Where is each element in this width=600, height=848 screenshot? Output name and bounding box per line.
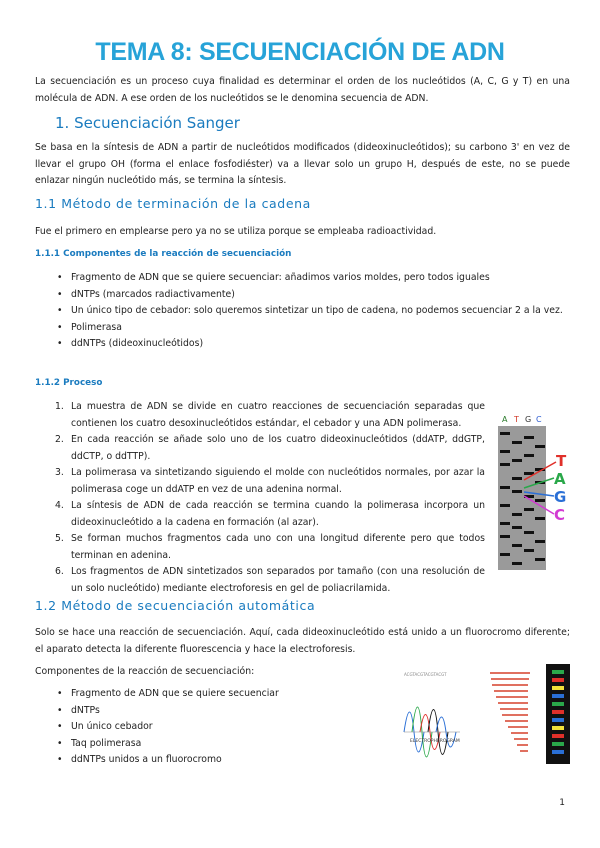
list-item: 3. La polimerasa va sintetizando siguiendo el molde con nucleótidos normales, por azar la polimerasa coge un ddATP en vez de una adenina normal. (55, 467, 485, 495)
list-item: • dNTPs (marcados radiactivamente) (35, 287, 570, 304)
list-item: • Taq polimerasa (35, 736, 395, 753)
base-label: G (554, 488, 567, 506)
page-title: TEMA 8: SECUENCIACIÓN DE ADN (95, 38, 505, 66)
intro-paragraph: La secuenciación es un proceso cuya finalidad es determinar el orden de los nucleótidos (A, C, G y T) en una molécula de ADN. A ese orden de los nucleótidos se le denomina secuencia de ADN. (35, 76, 570, 104)
list-item: • Polimerasa (35, 320, 570, 337)
fragment-ladder (490, 672, 530, 752)
electropherogram-label: ELECTROPHEROGRAM (410, 739, 460, 744)
process-steps-list (35, 399, 485, 597)
gel-lane-label: T (514, 415, 519, 424)
list-item: 5. Se forman muchos fragmentos cada uno con una longitud diferente pero que todos terminan en adenina. (55, 533, 485, 561)
page-number: 1 (559, 798, 565, 808)
list-item: 4. La síntesis de ADN de cada reacción se termina cuando la polimerasa incorpora un dideoxinucleótido a la cadena en formación (al azar). (55, 500, 485, 528)
components-list-1 (35, 270, 570, 353)
section-1-heading: 1. Secuenciación Sanger (55, 114, 240, 132)
section-1-2-paragraph: Solo se hace una reacción de secuenciación. Aquí, cada dideoxinucleótido está unido a un fluorocromo diferente; el aparato detecta la diferente fluorescencia y hace la electroforesis. (35, 627, 570, 655)
components-list-2 (35, 686, 395, 769)
gel-lane-label: G (525, 415, 532, 424)
list-item: 6. Los fragmentos de ADN sintetizados son separados por tamaño (con una resolución de un solo nucleótido) mediante electroforesis en gel de poliacrilamida. (55, 566, 485, 594)
section-1-1-1-heading: 1.1.1 Componentes de la reacción de secuenciación (35, 249, 292, 259)
base-label: T (556, 452, 567, 470)
base-label: A (554, 470, 566, 488)
gel-lane-label: A (502, 415, 508, 424)
section-1-paragraph: Se basa en la síntesis de ADN a partir de nucleótidos modificados (dideoxinucleótidos); su carbono 3' en vez de llevar el grupo OH (forma el enlace fosfodiéster) va a llevar solo un grupo H, después de este, no se puede enlazar ningún nucleótido más, se termina la síntesis. (35, 142, 570, 186)
list-item: • ddNTPs unidos a un fluorocromo (35, 752, 395, 769)
section-1-1-paragraph: Fue el primero en emplearse pero ya no se utiliza porque se empleaba radioactividad. (35, 226, 437, 237)
automated-sequencing-figure (400, 662, 578, 766)
list-item: • Un único cebador (35, 719, 395, 736)
components-label: Componentes de la reacción de secuenciación: (35, 666, 255, 677)
list-item: • dNTPs (35, 703, 395, 720)
list-item: 2. En cada reacción se añade solo uno de los cuatro dideoxinucleótidos (ddATP, ddGTP, ddCTP, o ddTTP). (55, 434, 485, 462)
list-item: • Fragmento de ADN que se quiere secuenciar (35, 686, 395, 703)
base-label: C (554, 506, 566, 524)
list-item: 1. La muestra de ADN se divide en cuatro reacciones de secuenciación separadas que contienen los cuatro desoxinucleótidos estándar, el cebador y una ADN polimerasa. (55, 401, 485, 429)
gel-lane-label: C (536, 415, 542, 424)
sanger-gel-figure (494, 410, 576, 570)
list-item: • Fragmento de ADN que se quiere secuenciar: añadimos varios moldes, pero todos iguales (35, 270, 570, 287)
section-1-1-2-heading: 1.1.2 Proceso (35, 378, 103, 388)
list-item: • ddNTPs (dideoxinucleótidos) (35, 336, 570, 353)
svg-text:ACGTACGTACGTACGT: ACGTACGTACGTACGT (404, 672, 447, 677)
section-1-2-heading: 1.2 Método de secuenciación automática (35, 598, 316, 613)
section-1-1-heading: 1.1 Método de terminación de la cadena (35, 196, 311, 211)
list-item: • Un único tipo de cebador: solo queremos sintetizar un tipo de cadena, no podemos secuenciar 2 a la vez. (35, 303, 570, 320)
